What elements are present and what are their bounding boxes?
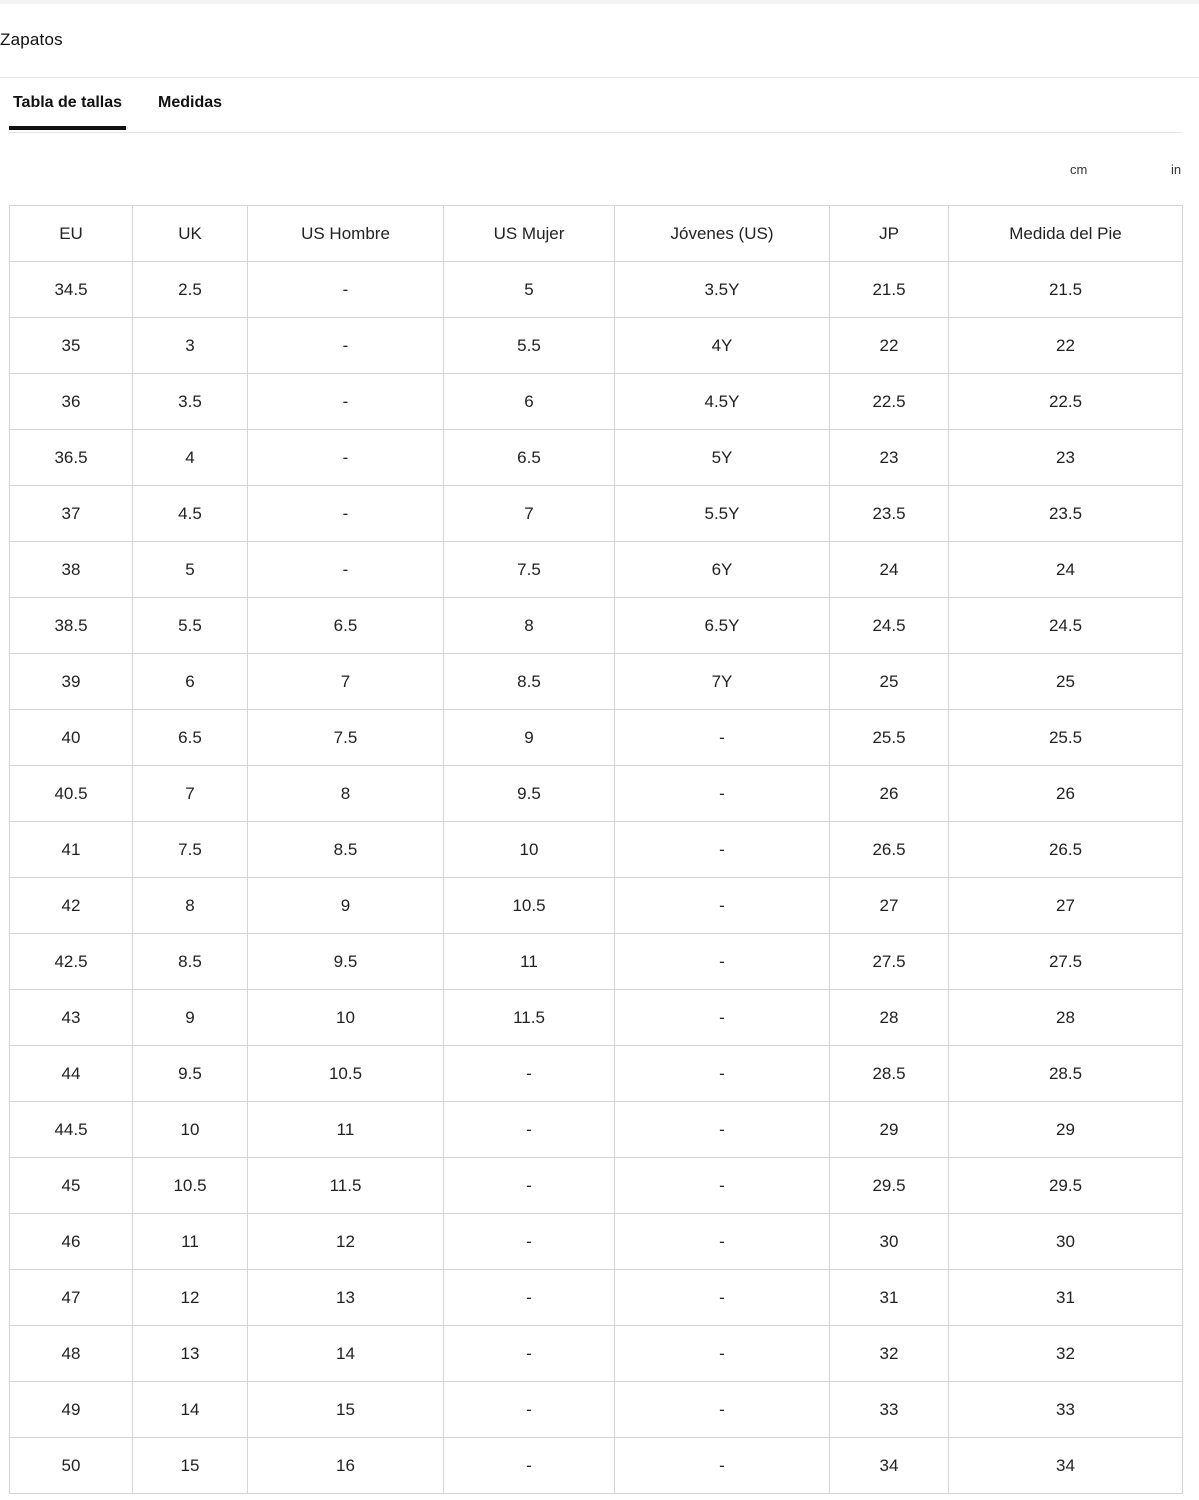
- column-header: EU: [10, 206, 133, 262]
- table-cell: -: [615, 1382, 830, 1438]
- table-cell: 3.5Y: [615, 262, 830, 318]
- table-cell: 7: [444, 486, 615, 542]
- table-cell: 38.5: [10, 598, 133, 654]
- table-cell: -: [444, 1046, 615, 1102]
- table-cell: 10.5: [444, 878, 615, 934]
- size-chart-table: [9, 205, 1183, 1494]
- table-cell: 27.5: [830, 934, 949, 990]
- table-row: [10, 318, 1183, 374]
- table-cell: 13: [248, 1270, 444, 1326]
- table-row: [10, 542, 1183, 598]
- table-row: [10, 374, 1183, 430]
- table-cell: 10.5: [133, 1158, 248, 1214]
- table-row: [10, 430, 1183, 486]
- column-header: Jóvenes (US): [615, 206, 830, 262]
- table-row: [10, 710, 1183, 766]
- table-cell: 24: [949, 542, 1183, 598]
- table-cell: 3.5: [133, 374, 248, 430]
- table-cell: 7: [248, 654, 444, 710]
- table-cell: -: [444, 1214, 615, 1270]
- table-cell: -: [615, 1270, 830, 1326]
- table-row: [10, 1102, 1183, 1158]
- table-cell: 10.5: [248, 1046, 444, 1102]
- category-title: Zapatos: [0, 30, 63, 49]
- column-header: UK: [133, 206, 248, 262]
- table-cell: 25: [949, 654, 1183, 710]
- table-cell: 21.5: [830, 262, 949, 318]
- table-cell: 5.5: [133, 598, 248, 654]
- table-cell: 8.5: [444, 654, 615, 710]
- table-cell: 11: [248, 1102, 444, 1158]
- table-cell: 31: [949, 1270, 1183, 1326]
- table-row: [10, 486, 1183, 542]
- table-cell: 7.5: [444, 542, 615, 598]
- table-cell: 35: [10, 318, 133, 374]
- table-row: [10, 822, 1183, 878]
- table-cell: 36: [10, 374, 133, 430]
- table-cell: 27: [949, 878, 1183, 934]
- table-cell: 40.5: [10, 766, 133, 822]
- table-cell: 23: [830, 430, 949, 486]
- table-cell: 9.5: [248, 934, 444, 990]
- table-row: [10, 1326, 1183, 1382]
- table-cell: 23.5: [949, 486, 1183, 542]
- table-cell: 12: [133, 1270, 248, 1326]
- table-cell: 25.5: [830, 710, 949, 766]
- table-cell: 26.5: [830, 822, 949, 878]
- table-cell: 3: [133, 318, 248, 374]
- table-cell: 23.5: [830, 486, 949, 542]
- table-cell: 29.5: [949, 1158, 1183, 1214]
- table-cell: 4.5: [133, 486, 248, 542]
- table-cell: 50: [10, 1438, 133, 1494]
- table-cell: 10: [444, 822, 615, 878]
- table-cell: -: [615, 1438, 830, 1494]
- table-cell: 24.5: [830, 598, 949, 654]
- table-cell: -: [248, 542, 444, 598]
- table-cell: 5: [444, 262, 615, 318]
- table-cell: 44.5: [10, 1102, 133, 1158]
- table-cell: 26.5: [949, 822, 1183, 878]
- table-cell: 33: [830, 1382, 949, 1438]
- table-cell: 14: [133, 1382, 248, 1438]
- table-cell: 47: [10, 1270, 133, 1326]
- table-row: [10, 1046, 1183, 1102]
- table-cell: 5.5Y: [615, 486, 830, 542]
- table-cell: 39: [10, 654, 133, 710]
- table-cell: -: [615, 1214, 830, 1270]
- table-cell: 44: [10, 1046, 133, 1102]
- table-cell: 48: [10, 1326, 133, 1382]
- table-cell: 32: [949, 1326, 1183, 1382]
- table-cell: -: [248, 318, 444, 374]
- table-cell: 9.5: [444, 766, 615, 822]
- table-cell: 6.5: [133, 710, 248, 766]
- table-row: [10, 990, 1183, 1046]
- table-cell: 26: [830, 766, 949, 822]
- table-cell: 26: [949, 766, 1183, 822]
- tab-measurements[interactable]: Medidas: [158, 94, 223, 111]
- size-guide-tabs: [9, 78, 1182, 133]
- table-cell: 38: [10, 542, 133, 598]
- table-cell: 11: [133, 1214, 248, 1270]
- table-row: [10, 766, 1183, 822]
- unit-in-option[interactable]: in: [1171, 162, 1182, 177]
- table-cell: 9: [248, 878, 444, 934]
- table-cell: 21.5: [949, 262, 1183, 318]
- table-cell: 7Y: [615, 654, 830, 710]
- table-row: [10, 262, 1183, 318]
- table-cell: -: [615, 766, 830, 822]
- table-row: [10, 654, 1183, 710]
- table-cell: 34: [949, 1438, 1183, 1494]
- table-cell: 49: [10, 1382, 133, 1438]
- table-cell: 30: [830, 1214, 949, 1270]
- table-cell: 6: [444, 374, 615, 430]
- table-cell: 6: [133, 654, 248, 710]
- table-cell: -: [615, 1158, 830, 1214]
- table-cell: 8: [133, 878, 248, 934]
- table-cell: 13: [133, 1326, 248, 1382]
- table-cell: 15: [133, 1438, 248, 1494]
- table-cell: 28: [949, 990, 1183, 1046]
- table-cell: 8.5: [133, 934, 248, 990]
- table-cell: -: [444, 1326, 615, 1382]
- table-cell: 32: [830, 1326, 949, 1382]
- table-cell: 46: [10, 1214, 133, 1270]
- table-cell: 27.5: [949, 934, 1183, 990]
- table-cell: 10: [133, 1102, 248, 1158]
- table-cell: 30: [949, 1214, 1183, 1270]
- table-cell: 2.5: [133, 262, 248, 318]
- table-cell: -: [615, 1046, 830, 1102]
- table-cell: -: [615, 822, 830, 878]
- table-cell: 42.5: [10, 934, 133, 990]
- column-header: US Hombre: [248, 206, 444, 262]
- column-header: Medida del Pie: [949, 206, 1183, 262]
- table-cell: 22.5: [830, 374, 949, 430]
- table-cell: 5Y: [615, 430, 830, 486]
- table-cell: 6.5: [444, 430, 615, 486]
- table-cell: -: [615, 1326, 830, 1382]
- table-cell: 41: [10, 822, 133, 878]
- table-cell: 15: [248, 1382, 444, 1438]
- table-cell: 28: [830, 990, 949, 1046]
- table-cell: -: [444, 1158, 615, 1214]
- table-cell: 8: [444, 598, 615, 654]
- table-cell: 37: [10, 486, 133, 542]
- table-cell: 25: [830, 654, 949, 710]
- table-cell: 22.5: [949, 374, 1183, 430]
- table-cell: 31: [830, 1270, 949, 1326]
- table-cell: 40: [10, 710, 133, 766]
- table-body: [10, 262, 1183, 1494]
- table-cell: -: [248, 430, 444, 486]
- table-cell: 11.5: [248, 1158, 444, 1214]
- table-cell: 43: [10, 990, 133, 1046]
- table-cell: 45: [10, 1158, 133, 1214]
- table-cell: -: [248, 262, 444, 318]
- table-cell: 4: [133, 430, 248, 486]
- table-header-row: [10, 206, 1183, 262]
- table-cell: 4Y: [615, 318, 830, 374]
- table-cell: 7: [133, 766, 248, 822]
- table-cell: 6.5: [248, 598, 444, 654]
- table-cell: 29.5: [830, 1158, 949, 1214]
- table-cell: -: [615, 710, 830, 766]
- table-row: [10, 1382, 1183, 1438]
- table-cell: 29: [949, 1102, 1183, 1158]
- table-cell: 8: [248, 766, 444, 822]
- table-cell: 9.5: [133, 1046, 248, 1102]
- table-cell: 16: [248, 1438, 444, 1494]
- table-cell: 28.5: [830, 1046, 949, 1102]
- table-row: [10, 598, 1183, 654]
- table-cell: 4.5Y: [615, 374, 830, 430]
- table-cell: 6.5Y: [615, 598, 830, 654]
- table-cell: 6Y: [615, 542, 830, 598]
- table-cell: 11: [444, 934, 615, 990]
- column-header: US Mujer: [444, 206, 615, 262]
- top-strip: [0, 0, 1199, 4]
- table-cell: 24: [830, 542, 949, 598]
- table-cell: 11.5: [444, 990, 615, 1046]
- table-cell: -: [248, 486, 444, 542]
- table-row: [10, 1214, 1183, 1270]
- table-cell: -: [444, 1438, 615, 1494]
- table-row: [10, 1270, 1183, 1326]
- table-cell: 12: [248, 1214, 444, 1270]
- table-cell: -: [444, 1270, 615, 1326]
- table-cell: 25.5: [949, 710, 1183, 766]
- table-cell: -: [248, 374, 444, 430]
- table-row: [10, 878, 1183, 934]
- table-cell: 33: [949, 1382, 1183, 1438]
- table-cell: 9: [444, 710, 615, 766]
- table-cell: 14: [248, 1326, 444, 1382]
- table-cell: 42: [10, 878, 133, 934]
- tab-size-chart[interactable]: Tabla de tallas: [9, 94, 126, 130]
- table-cell: 24.5: [949, 598, 1183, 654]
- column-header: JP: [830, 206, 949, 262]
- table-cell: 5: [133, 542, 248, 598]
- table-row: [10, 934, 1183, 990]
- unit-cm-option[interactable]: cm: [1070, 162, 1088, 177]
- table-cell: 22: [949, 318, 1183, 374]
- table-cell: 22: [830, 318, 949, 374]
- table-cell: -: [444, 1382, 615, 1438]
- table-cell: 34.5: [10, 262, 133, 318]
- table-cell: 10: [248, 990, 444, 1046]
- table-cell: 9: [133, 990, 248, 1046]
- table-cell: 8.5: [248, 822, 444, 878]
- table-cell: 28.5: [949, 1046, 1183, 1102]
- table-cell: 27: [830, 878, 949, 934]
- table-cell: -: [615, 990, 830, 1046]
- table-cell: -: [615, 878, 830, 934]
- table-cell: 7.5: [248, 710, 444, 766]
- table-cell: 23: [949, 430, 1183, 486]
- table-cell: 5.5: [444, 318, 615, 374]
- table-cell: 36.5: [10, 430, 133, 486]
- table-cell: 7.5: [133, 822, 248, 878]
- table-cell: -: [444, 1102, 615, 1158]
- table-cell: 29: [830, 1102, 949, 1158]
- table-row: [10, 1158, 1183, 1214]
- table-cell: -: [615, 934, 830, 990]
- table-cell: 34: [830, 1438, 949, 1494]
- table-cell: -: [615, 1102, 830, 1158]
- table-row: [10, 1438, 1183, 1494]
